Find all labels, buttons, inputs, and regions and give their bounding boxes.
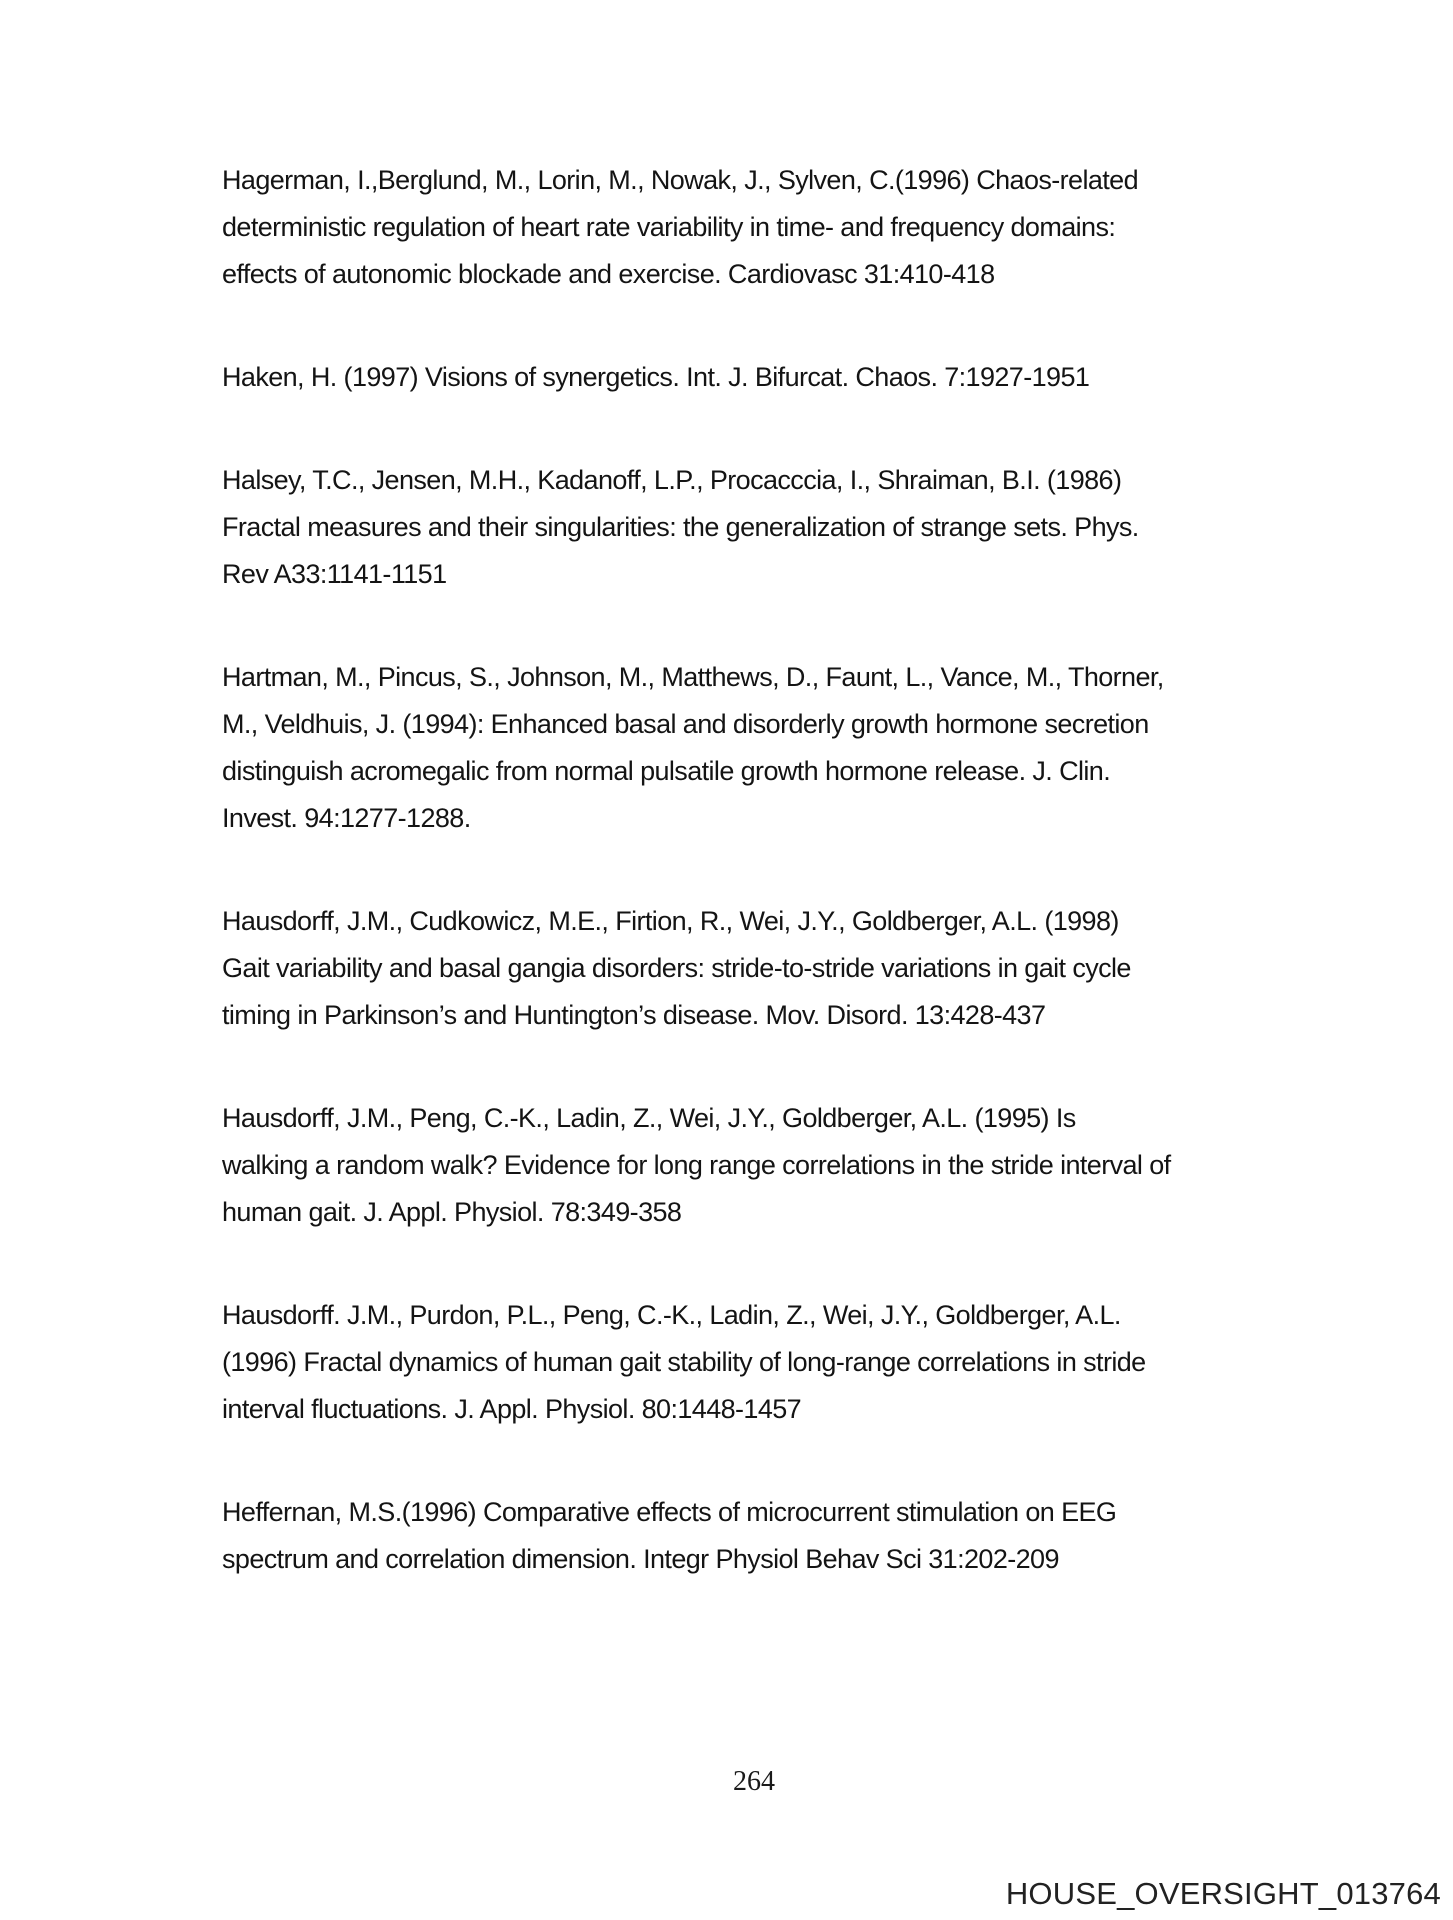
reference-line: human gait. J. Appl. Physiol. 78:349-358 bbox=[222, 1197, 682, 1227]
reference-line: interval fluctuations. J. Appl. Physiol. 80:1448-1457 bbox=[222, 1394, 802, 1424]
reference-paragraph bbox=[222, 157, 1362, 298]
reference-line: M., Veldhuis, J. (1994): Enhanced basal and disorderly growth hormone secretion bbox=[222, 709, 1149, 739]
reference-line: timing in Parkinson’s and Huntington’s disease. Mov. Disord. 13:428-437 bbox=[222, 1000, 1046, 1030]
reference-paragraph bbox=[222, 457, 1362, 598]
reference-paragraph bbox=[222, 1489, 1362, 1583]
reference-paragraph bbox=[222, 354, 1362, 401]
reference-paragraph bbox=[222, 1292, 1362, 1433]
reference-line: walking a random walk? Evidence for long range correlations in the stride interval of bbox=[222, 1150, 1171, 1180]
reference-line: Hausdorff, J.M., Peng, C.-K., Ladin, Z., Wei, J.Y., Goldberger, A.L. (1995) Is bbox=[222, 1103, 1076, 1133]
reference-line: Hartman, M., Pincus, S., Johnson, M., Matthews, D., Faunt, L., Vance, M., Thorner, bbox=[222, 662, 1164, 692]
reference-line: Fractal measures and their singularities: the generalization of strange sets. Phys. bbox=[222, 512, 1139, 542]
reference-paragraph bbox=[222, 1095, 1362, 1236]
reference-line: Rev A33:1141-1151 bbox=[222, 559, 447, 589]
reference-paragraph bbox=[222, 898, 1362, 1039]
reference-line: Halsey, T.C., Jensen, M.H., Kadanoff, L.P., Procacccia, I., Shraiman, B.I. (1986) bbox=[222, 465, 1122, 495]
reference-line: Hausdorff, J.M., Cudkowicz, M.E., Firtion, R., Wei, J.Y., Goldberger, A.L. (1998) bbox=[222, 906, 1119, 936]
reference-line: Hausdorff. J.M., Purdon, P.L., Peng, C.-K., Ladin, Z., Wei, J.Y., Goldberger, A.L. bbox=[222, 1300, 1121, 1330]
reference-paragraph bbox=[222, 654, 1362, 842]
reference-line: Hagerman, I.,Berglund, M., Lorin, M., Nowak, J., Sylven, C.(1996) Chaos-related bbox=[222, 165, 1139, 195]
reference-line: spectrum and correlation dimension. Integr Physiol Behav Sci 31:202-209 bbox=[222, 1544, 1059, 1574]
reference-line: (1996) Fractal dynamics of human gait stability of long-range correlations in stride bbox=[222, 1347, 1146, 1377]
bates-stamp: HOUSE_OVERSIGHT_013764 bbox=[1005, 1876, 1441, 1911]
reference-line: distinguish acromegalic from normal pulsatile growth hormone release. J. Clin. bbox=[222, 756, 1111, 786]
page-number: 264 bbox=[733, 1766, 775, 1797]
reference-line: effects of autonomic blockade and exercise. Cardiovasc 31:410-418 bbox=[222, 259, 995, 289]
reference-line: Heffernan, M.S.(1996) Comparative effects of microcurrent stimulation on EEG bbox=[222, 1497, 1117, 1527]
reference-line: Invest. 94:1277-1288. bbox=[222, 803, 471, 833]
reference-line: deterministic regulation of heart rate variability in time- and frequency domains: bbox=[222, 212, 1116, 242]
references-list bbox=[222, 157, 1362, 1639]
reference-line: Haken, H. (1997) Visions of synergetics. Int. J. Bifurcat. Chaos. 7:1927-1951 bbox=[222, 362, 1090, 392]
reference-line: Gait variability and basal gangia disorders: stride-to-stride variations in gait cycle bbox=[222, 953, 1131, 983]
